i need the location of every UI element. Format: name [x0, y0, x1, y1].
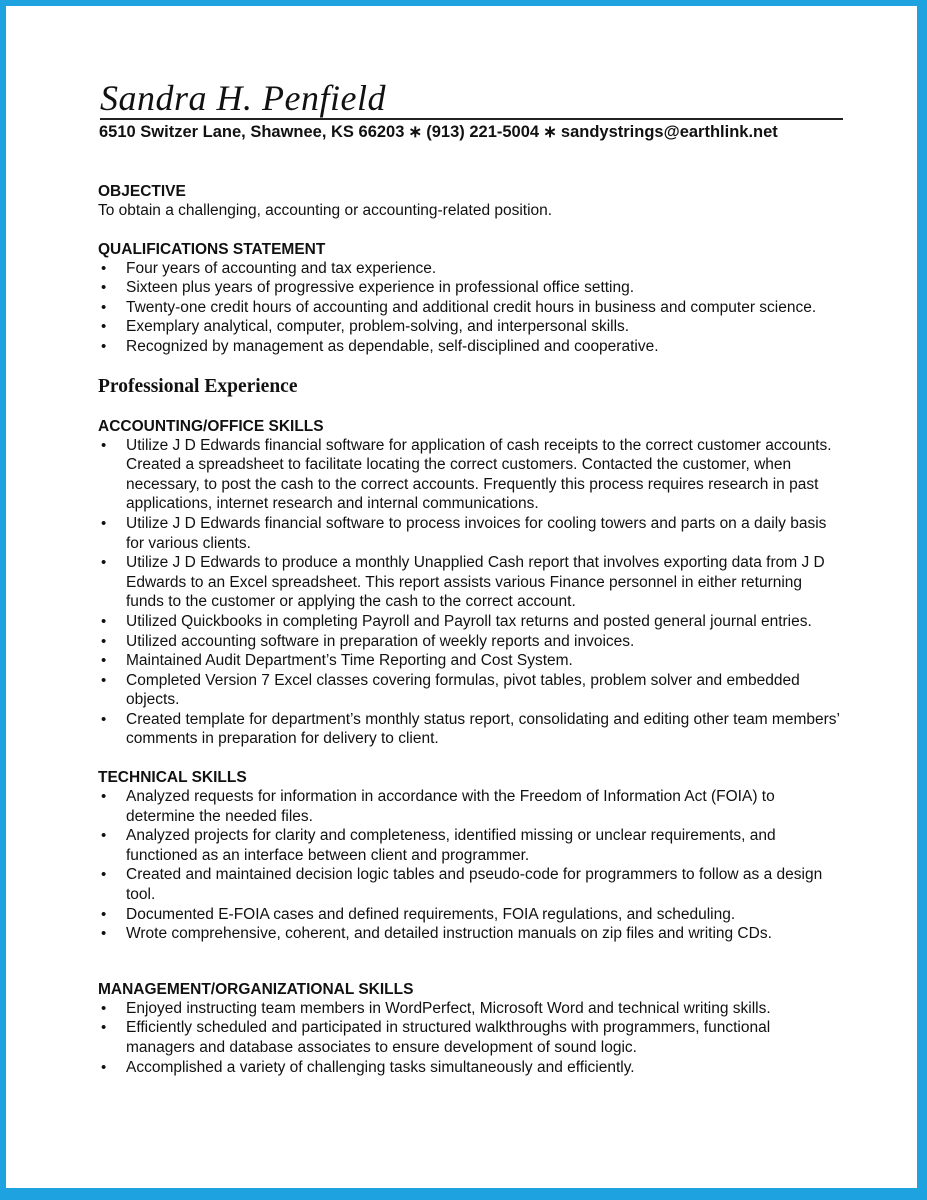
- experience-section: [98, 375, 843, 399]
- bullet-item: • Wrote comprehensive, coherent, and detailed instruction manuals on zip files and writing CDs.: [98, 924, 843, 944]
- qualifications-section: [98, 240, 843, 357]
- separator-2: ∗: [543, 123, 557, 141]
- bullet-item: • Twenty-one credit hours of accounting and additional credit hours in business and computer science.: [98, 298, 843, 318]
- bullet-item: • Four years of accounting and tax experience.: [98, 259, 843, 279]
- bullet-item: • Utilized accounting software in preparation of weekly reports and invoices.: [98, 632, 843, 652]
- accounting-list: [98, 436, 843, 750]
- bullet-item: • Created and maintained decision logic tables and pseudo-code for programmers to follow as a design tool.: [98, 865, 843, 904]
- bullet-item: • Efficiently scheduled and participated in structured walkthroughs with programmers, functional managers and database associates to ensure development of sound logic.: [98, 1018, 843, 1057]
- accounting-title: ACCOUNTING/OFFICE SKILLS: [98, 417, 324, 435]
- accounting-section: [98, 417, 843, 750]
- bullet-item: • Sixteen plus years of progressive experience in professional office setting.: [98, 278, 843, 298]
- contact-line: [99, 120, 778, 144]
- experience-title: Professional Experience: [98, 375, 298, 397]
- resume-page: [6, 6, 917, 1188]
- management-list: [98, 999, 843, 1077]
- qualifications-title: QUALIFICATIONS STATEMENT: [98, 240, 326, 258]
- bullet-item: • Exemplary analytical, computer, problem-solving, and interpersonal skills.: [98, 317, 843, 337]
- bullet-item: • Completed Version 7 Excel classes covering formulas, pivot tables, problem solver and embedded objects.: [98, 671, 843, 710]
- bullet-item: • Enjoyed instructing team members in WordPerfect, Microsoft Word and technical writing skills.: [98, 999, 843, 1019]
- address: 6510 Switzer Lane, Shawnee, KS 66203: [99, 123, 405, 141]
- technical-section: [98, 768, 843, 944]
- bullet-item: • Recognized by management as dependable, self-disciplined and cooperative.: [98, 337, 843, 357]
- bullet-item: • Created template for department’s monthly status report, consolidating and editing other team members’ comments in preparation for delivery to client.: [98, 710, 843, 749]
- separator-1: ∗: [408, 123, 423, 141]
- email: sandystrings@earthlink.net: [560, 123, 778, 141]
- resume-content: [98, 176, 843, 1077]
- bullet-item: • Utilize J D Edwards financial software for application of cash receipts to the correct customer accounts. Created a spreadsheet to facilitate locating the correct customers. Contacted the customer, when necessary, to post the cash to the correct accounts. Frequently this process requires research in past applications, internet research and internal communications.: [98, 436, 843, 514]
- bullet-item: • Utilize J D Edwards financial software to process invoices for cooling towers and parts on a daily basis for various clients.: [98, 514, 843, 553]
- management-title: MANAGEMENT/ORGANIZATIONAL SKILLS: [98, 980, 414, 998]
- bullet-item: • Maintained Audit Department’s Time Reporting and Cost System.: [98, 651, 843, 671]
- bullet-item: • Documented E-FOIA cases and defined requirements, FOIA regulations, and scheduling.: [98, 905, 843, 925]
- objective-section: [98, 182, 843, 221]
- qualifications-list: [98, 259, 843, 357]
- objective-title: OBJECTIVE: [98, 183, 186, 200]
- technical-list: [98, 787, 843, 944]
- technical-title: TECHNICAL SKILLS: [98, 769, 247, 787]
- bullet-item: • Utilize J D Edwards to produce a monthly Unapplied Cash report that involves exporting data from J D Edwards to an Excel spreadsheet. This report assists various Finance personnel in either returning funds to the customer or applying the cash to the correct account.: [98, 553, 843, 612]
- bullet-item: • Utilized Quickbooks in completing Payroll and Payroll tax returns and posted general journal entries.: [98, 612, 843, 632]
- bullet-item: • Analyzed projects for clarity and completeness, identified missing or unclear requirements, and functioned as an interface between client and programmer.: [98, 826, 843, 865]
- phone: (913) 221-5004: [426, 123, 540, 141]
- objective-text: To obtain a challenging, accounting or accounting-related position.: [98, 202, 553, 219]
- candidate-name: Sandra H. Penfield: [100, 78, 386, 118]
- management-section: [98, 980, 843, 1077]
- bullet-item: • Analyzed requests for information in accordance with the Freedom of Information Act (FOIA) to determine the needed files.: [98, 787, 843, 826]
- bullet-item: • Accomplished a variety of challenging tasks simultaneously and efficiently.: [98, 1058, 843, 1078]
